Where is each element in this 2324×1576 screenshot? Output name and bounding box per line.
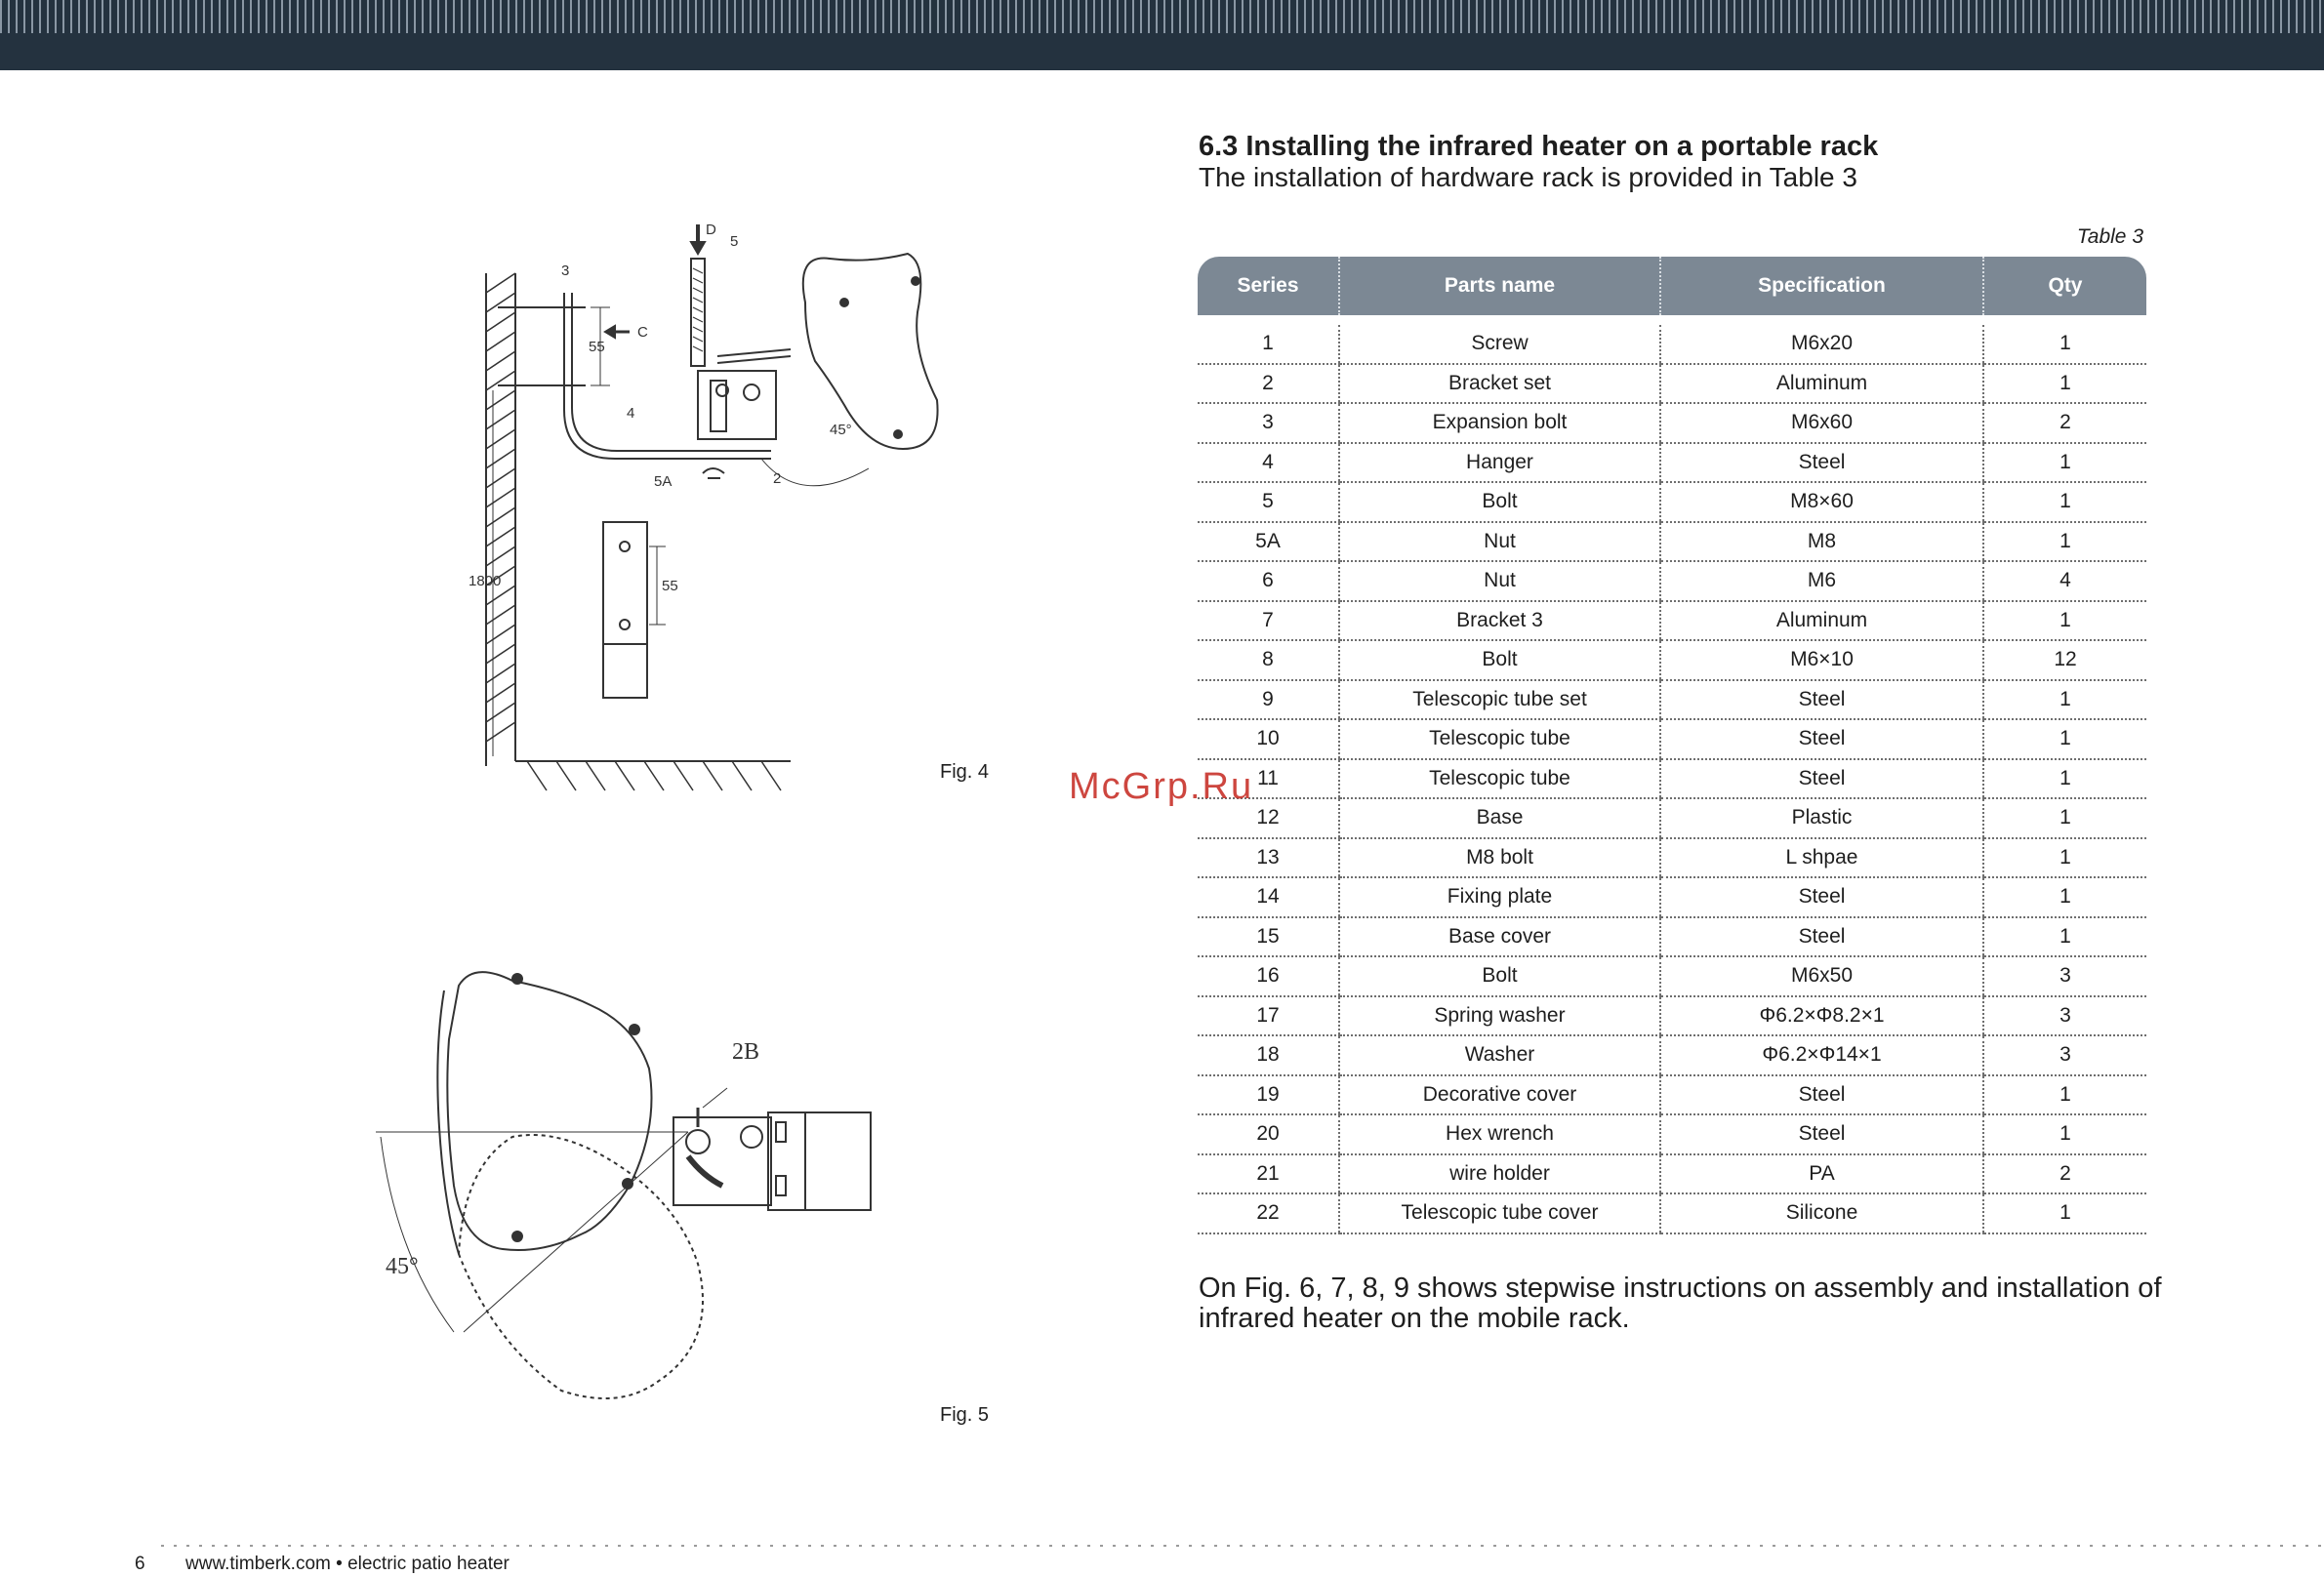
cell-specification: Steel [1660,1075,1983,1115]
table-row [1198,719,2146,759]
page-number: 6 [135,1554,145,1574]
cell-parts-name: wire holder [1339,1154,1660,1194]
parts-table [1198,257,2146,1234]
cell-specification: M6x50 [1660,956,1983,996]
fig4-label-55: 55 [589,339,605,355]
cell-series: 12 [1198,798,1339,838]
cell-qty: 12 [1983,640,2146,680]
cell-specification: Aluminum [1660,364,1983,404]
section-subtitle: The installation of hardware rack is provided in Table 3 [1199,162,1857,192]
cell-qty: 1 [1983,759,2146,799]
cell-parts-name: Telescopic tube set [1339,680,1660,720]
fig4-drawing [459,215,957,800]
cell-series: 6 [1198,561,1339,601]
cell-parts-name: Spring washer [1339,996,1660,1036]
cell-qty: 2 [1983,1154,2146,1194]
cell-series: 15 [1198,917,1339,957]
footer-divider [161,1545,2324,1547]
cell-series: 20 [1198,1114,1339,1154]
table-row [1198,1114,2146,1154]
fig5-screw [741,1126,762,1148]
cell-series: 14 [1198,877,1339,917]
cell-parts-name: Fixing plate [1339,877,1660,917]
table-row [1198,1075,2146,1115]
fig4-hanger [564,293,771,459]
table-row [1198,364,2146,404]
table-row [1198,798,2146,838]
cell-series: 18 [1198,1035,1339,1075]
table-row [1198,1193,2146,1233]
cell-series: 16 [1198,956,1339,996]
table-row [1198,403,2146,443]
header-parts-name: Parts name [1339,257,1660,315]
assembly-note: On Fig. 6, 7, 8, 9 shows stepwise instructions on assembly and installation of infrared heater on the mobile rack. [1199,1273,2162,1334]
table-row [1198,1154,2146,1194]
header-qty: Qty [1983,257,2146,315]
cell-series: 11 [1198,759,1339,799]
cell-parts-name: M8 bolt [1339,838,1660,878]
cell-specification: Aluminum [1660,601,1983,641]
cell-series: 2 [1198,364,1339,404]
cell-parts-name: Hanger [1339,443,1660,483]
cell-series: 19 [1198,1075,1339,1115]
footer-text: www.timberk.com • electric patio heater [185,1554,510,1574]
fig4-floor-hatch [527,761,781,790]
cell-specification: Steel [1660,877,1983,917]
cell-parts-name: Telescopic tube [1339,719,1660,759]
cell-qty: 1 [1983,364,2146,404]
fig4-label-3: 3 [561,263,570,279]
watermark: McGrp.Ru [1069,766,1254,807]
cell-specification: M6x20 [1660,325,1983,364]
cell-qty: 1 [1983,798,2146,838]
header-specification: Specification [1660,257,1983,315]
cell-parts-name: Base cover [1339,917,1660,957]
fig5-rotated-heater [459,1135,703,1398]
fig4-label-4: 4 [627,405,635,422]
fig5-bracket [673,1117,771,1205]
table-row [1198,640,2146,680]
cell-series: 7 [1198,601,1339,641]
section-title: 6.3 Installing the infrared heater on a portable rack [1199,131,1879,162]
cell-series: 5 [1198,482,1339,522]
fig4-label-5a: 5A [654,473,673,490]
cell-specification: Steel [1660,759,1983,799]
fig4-caption: Fig. 4 [940,761,990,783]
cell-qty: 1 [1983,1193,2146,1233]
table-row [1198,759,2146,799]
cell-series: 21 [1198,1154,1339,1194]
table-row [1198,561,2146,601]
cell-specification: Φ6.2×Φ14×1 [1660,1035,1983,1075]
cell-parts-name: Bolt [1339,640,1660,680]
fig5-drawing [366,932,913,1430]
cell-specification: Steel [1660,917,1983,957]
fig5-caption: Fig. 5 [940,1404,990,1426]
cell-specification: M6x60 [1660,403,1983,443]
table-row [1198,1035,2146,1075]
cell-qty: 1 [1983,680,2146,720]
cell-parts-name: Bolt [1339,956,1660,996]
table-row [1198,838,2146,878]
table-header-row [1198,257,2146,315]
cell-specification: Steel [1660,680,1983,720]
header-bar [0,0,2324,70]
cell-parts-name: Bracket 3 [1339,601,1660,641]
cell-qty: 1 [1983,482,2146,522]
cell-qty: 1 [1983,917,2146,957]
cell-series: 4 [1198,443,1339,483]
fig4-label-55b: 55 [662,578,678,594]
cell-qty: 1 [1983,838,2146,878]
cell-specification: M8 [1660,522,1983,562]
cell-qty: 4 [1983,561,2146,601]
fig4-nut-5a [703,468,724,478]
fig4-wall-hatch [486,273,515,742]
cell-specification: M8×60 [1660,482,1983,522]
cell-series: 22 [1198,1193,1339,1233]
cell-series: 10 [1198,719,1339,759]
fig4-label-5: 5 [730,233,739,250]
table-row [1198,680,2146,720]
cell-qty: 1 [1983,877,2146,917]
cell-specification: PA [1660,1154,1983,1194]
fig4-plate [603,522,647,698]
cell-parts-name: Screw [1339,325,1660,364]
cell-parts-name: Hex wrench [1339,1114,1660,1154]
table-row [1198,443,2146,483]
cell-series: 3 [1198,403,1339,443]
table-row [1198,522,2146,562]
cell-parts-name: Nut [1339,522,1660,562]
fig4-label-2: 2 [773,470,782,487]
cell-parts-name: Expansion bolt [1339,403,1660,443]
cell-qty: 1 [1983,325,2146,364]
cell-qty: 3 [1983,996,2146,1036]
cell-specification: Silicone [1660,1193,1983,1233]
fig5-knob [686,1130,710,1153]
fig5-heater [447,972,651,1250]
cell-qty: 1 [1983,1114,2146,1154]
fig4-label-angle: 45° [830,422,852,438]
cell-qty: 1 [1983,522,2146,562]
table-row [1198,996,2146,1036]
fig4-knob [744,384,759,400]
cell-series: 8 [1198,640,1339,680]
cell-qty: 1 [1983,443,2146,483]
cell-parts-name: Washer [1339,1035,1660,1075]
cell-parts-name: Decorative cover [1339,1075,1660,1115]
cell-parts-name: Bracket set [1339,364,1660,404]
cell-specification: Steel [1660,443,1983,483]
cell-parts-name: Telescopic tube cover [1339,1193,1660,1233]
fig5-label-2b: 2B [732,1039,760,1065]
cell-specification: M6×10 [1660,640,1983,680]
cell-series: 9 [1198,680,1339,720]
cell-series: 5A [1198,522,1339,562]
cell-qty: 1 [1983,719,2146,759]
cell-qty: 2 [1983,403,2146,443]
cell-specification: Steel [1660,719,1983,759]
table-row [1198,325,2146,364]
cell-specification: Φ6.2×Φ8.2×1 [1660,996,1983,1036]
cell-series: 1 [1198,325,1339,364]
cell-qty: 1 [1983,601,2146,641]
fig4-label-d: D [706,222,716,238]
table-row [1198,877,2146,917]
table-label: Table 3 [2076,225,2143,248]
cell-series: 13 [1198,838,1339,878]
cell-parts-name: Nut [1339,561,1660,601]
fig4-label-height: 1800 [469,573,502,589]
header-stripes [0,0,2324,33]
cell-specification: L shpae [1660,838,1983,878]
fig4-label-c: C [637,324,648,341]
cell-specification: M6 [1660,561,1983,601]
table-row [1198,601,2146,641]
table-row [1198,917,2146,957]
cell-specification: Steel [1660,1114,1983,1154]
cell-specification: Plastic [1660,798,1983,838]
cell-parts-name: Telescopic tube [1339,759,1660,799]
header-series: Series [1198,257,1339,315]
cell-qty: 1 [1983,1075,2146,1115]
cell-qty: 3 [1983,1035,2146,1075]
table-body [1198,325,2146,1233]
table-row [1198,956,2146,996]
fig5-angle-line [464,1132,688,1332]
table-row [1198,482,2146,522]
cell-parts-name: Bolt [1339,482,1660,522]
cell-series: 17 [1198,996,1339,1036]
cell-parts-name: Base [1339,798,1660,838]
fig5-label-angle: 45° [386,1254,419,1279]
cell-qty: 3 [1983,956,2146,996]
